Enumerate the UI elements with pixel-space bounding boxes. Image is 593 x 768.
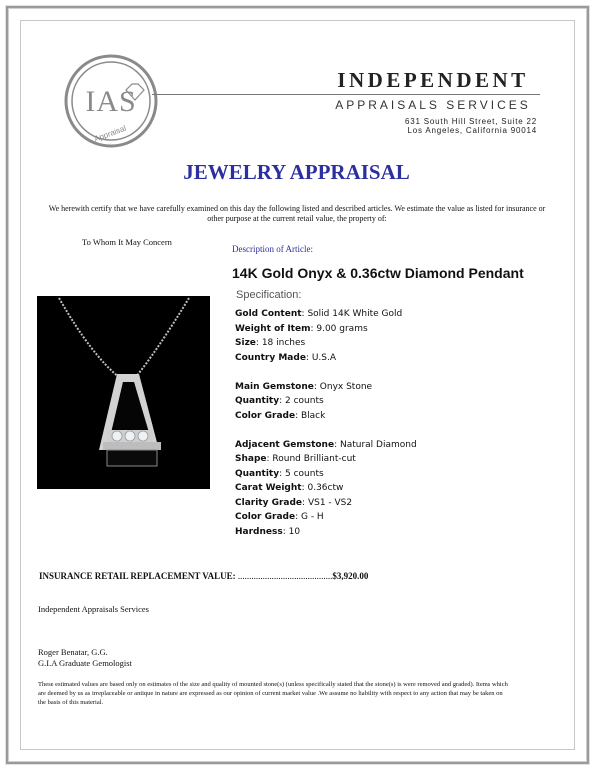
spec-row: Color Grade: Black: [235, 410, 326, 421]
spec-row: Main Gemstone: Onyx Stone: [235, 381, 373, 392]
header-rule: [152, 94, 540, 95]
insurance-label: INSURANCE RETAIL REPLACEMENT VALUE:: [39, 571, 236, 581]
spec-row: Hardness: 10: [235, 526, 301, 537]
specification-label: Specification:: [236, 289, 302, 301]
company-subtitle: APPRAISALS SERVICES: [335, 98, 531, 112]
ias-logo: [64, 54, 158, 148]
specifications-list: [235, 307, 417, 539]
logo-arc-text: Appraisal: [92, 123, 128, 144]
document-title: JEWELRY APPRAISAL: [183, 160, 410, 184]
spec-row: Quantity: 5 counts: [235, 468, 324, 479]
spec-row: Quantity: 2 counts: [235, 396, 324, 406]
address-line-1: 631 South Hill Street, Suite 22: [405, 117, 537, 126]
company-name: INDEPENDENT: [337, 68, 529, 92]
spec-row: Size: 18 inches: [235, 338, 306, 348]
disclaimer: These estimated values are based only on estimates of the size and quality of mounted stone(s) (unless specifically stated that the stone(s) is were removed and graded). Items which are deemed by us as irreplaceable or antique in nature are expressed as our opinion of current market value .We assume no liability with respect to any action that may be taken on the basis of this material.: [38, 681, 508, 706]
product-photo: [37, 296, 210, 489]
recipient: To Whom It May Concern: [82, 237, 172, 247]
description-label: Description of Article:: [232, 244, 313, 254]
address-line-2: Los Angeles, California 90014: [407, 126, 537, 135]
logo-text: IAS: [85, 85, 137, 118]
certification-text: We herewith certify that we have carefully examined on this day the following listed and described articles. We estimate the value as listed for insurance or other purpose at the current retail value, the property of:: [48, 204, 546, 223]
item-title: 14K Gold Onyx & 0.36ctw Diamond Pendant: [232, 265, 524, 281]
spec-row: Clarity Grade: VS1 - VS2: [235, 497, 353, 508]
spec-row: Weight of Item: 9.00 grams: [235, 323, 368, 334]
signoff: Independent Appraisals Services: [38, 604, 149, 614]
insurance-value: $3,920.00: [332, 571, 369, 581]
signer-name: Roger Benatar, G.G.: [38, 647, 108, 657]
signer-title: G.I.A Graduate Gemologist: [38, 658, 132, 668]
spec-row: Shape: Round Brilliant-cut: [235, 454, 356, 464]
insurance-value-line: [39, 571, 368, 581]
spec-row: Adjacent Gemstone: Natural Diamond: [235, 439, 417, 450]
spec-row: Carat Weight: 0.36ctw: [235, 483, 344, 493]
insurance-dots: ..........................................: [235, 571, 333, 581]
spec-row: Gold Content: Solid 14K White Gold: [235, 309, 403, 319]
spec-row: Country Made: U.S.A: [235, 352, 337, 363]
signer-block: [38, 647, 132, 669]
spec-row: Color Grade: G - H: [235, 512, 324, 522]
